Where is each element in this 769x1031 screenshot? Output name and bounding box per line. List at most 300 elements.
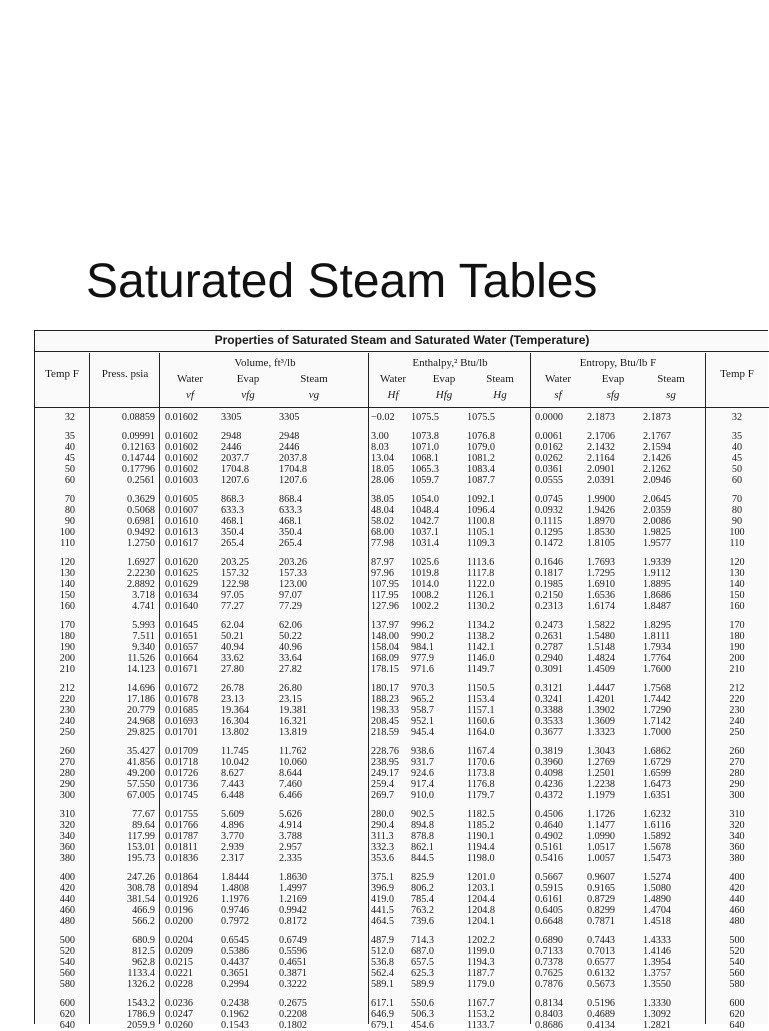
value-cell: 1.6174: [587, 601, 616, 612]
value-cell: 996.2: [411, 620, 434, 631]
value-cell: 506.3: [411, 1009, 434, 1020]
value-cell: 0.01610: [165, 516, 199, 527]
value-cell: 2.0901: [587, 464, 616, 475]
value-cell: 1.3330: [643, 998, 672, 1009]
value-cell: 1130.2: [467, 601, 495, 612]
value-cell: 1008.2: [411, 590, 440, 601]
temp-cell-right: 100: [729, 527, 745, 538]
value-cell: 178.15: [371, 664, 400, 675]
value-cell: 2.0359: [643, 505, 672, 516]
value-cell: 23.15: [279, 694, 302, 705]
value-cell: 1.5678: [643, 842, 672, 853]
value-cell: 2.0391: [587, 475, 616, 486]
value-cell: 1096.4: [467, 505, 496, 516]
value-cell: 40.94: [221, 642, 244, 653]
value-cell: 0.3819: [535, 746, 564, 757]
value-cell: 2.1262: [643, 464, 672, 475]
value-cell: 0.01678: [165, 694, 199, 705]
value-cell: 0.5915: [535, 883, 564, 894]
value-cell: 198.33: [371, 705, 400, 716]
value-cell: 8.627: [221, 768, 244, 779]
temp-cell: 230: [59, 705, 75, 716]
value-cell: 259.4: [371, 779, 394, 790]
value-cell: 464.5: [371, 916, 394, 927]
value-cell: 1157.1: [467, 705, 495, 716]
value-cell: 1031.4: [411, 538, 440, 549]
value-cell: 1.7295: [587, 568, 616, 579]
value-cell: 952.1: [411, 716, 434, 727]
press-cell: 29.825: [126, 727, 155, 738]
value-cell: 0.01602: [165, 442, 199, 453]
symbol-label: sf: [554, 389, 562, 401]
value-cell: 0.5673: [587, 979, 616, 990]
value-cell: 1042.7: [411, 516, 440, 527]
value-cell: 1.4704: [643, 905, 672, 916]
value-cell: 0.0932: [535, 505, 564, 516]
value-cell: 2.317: [221, 853, 244, 864]
value-cell: 148.00: [371, 631, 400, 642]
value-cell: 2.1767: [643, 431, 672, 442]
temp-cell-right: 520: [729, 946, 745, 957]
temp-cell: 150: [59, 590, 75, 601]
value-cell: 0.1962: [221, 1009, 250, 1020]
value-cell: 0.01603: [165, 475, 199, 486]
value-cell: 0.01701: [165, 727, 199, 738]
value-cell: 1073.8: [411, 431, 440, 442]
temp-cell: 310: [59, 809, 75, 820]
value-cell: 1.5148: [587, 642, 616, 653]
value-cell: 1.0990: [587, 831, 616, 842]
value-cell: 868.4: [279, 494, 302, 505]
temp-cell: 180: [59, 631, 75, 642]
value-cell: 1.7290: [643, 705, 672, 716]
temp-cell-right: 240: [729, 716, 745, 727]
press-cell: 2.8892: [126, 579, 155, 590]
value-cell: 825.9: [411, 872, 434, 883]
symbol-label: sfg: [606, 389, 620, 401]
value-cell: 617.1: [371, 998, 394, 1009]
value-cell: 1.9900: [587, 494, 616, 505]
value-cell: 50.21: [221, 631, 244, 642]
value-cell: 0.4651: [279, 957, 308, 968]
value-cell: 714.3: [411, 935, 434, 946]
value-cell: 1.2169: [279, 894, 308, 905]
value-cell: 0.6577: [587, 957, 616, 968]
press-cell: 308.78: [126, 883, 155, 894]
value-cell: 1.1979: [587, 790, 616, 801]
value-cell: 2.1873: [643, 412, 672, 423]
value-cell: 50.22: [279, 631, 302, 642]
value-cell: 1.3550: [643, 979, 672, 990]
value-cell: 228.76: [371, 746, 400, 757]
value-cell: 1179.7: [467, 790, 495, 801]
press-cell: 1543.2: [126, 998, 155, 1009]
value-cell: 1.1477: [587, 820, 616, 831]
value-cell: 2037.8: [279, 453, 308, 464]
value-cell: 0.9165: [587, 883, 616, 894]
value-cell: 1204.4: [467, 894, 496, 905]
value-cell: 117.95: [371, 590, 399, 601]
temp-cell: 170: [59, 620, 75, 631]
symbol-label: Hf: [387, 389, 399, 401]
value-cell: 1048.4: [411, 505, 440, 516]
temp-cell: 360: [59, 842, 75, 853]
value-cell: 1.3954: [643, 957, 672, 968]
temp-cell: 600: [59, 998, 75, 1009]
temp-cell-right: 50: [731, 464, 743, 475]
value-cell: 1.8686: [643, 590, 672, 601]
press-cell: 1.2750: [126, 538, 155, 549]
temp-cell: 300: [59, 790, 75, 801]
value-cell: 562.4: [371, 968, 394, 979]
value-cell: 1059.7: [411, 475, 440, 486]
temp-cell: 640: [59, 1020, 75, 1031]
value-cell: 0.01651: [165, 631, 199, 642]
press-cell: 14.696: [126, 683, 155, 694]
value-cell: 7.443: [221, 779, 244, 790]
symbol-label: Hfg: [435, 389, 453, 401]
value-cell: 5.609: [221, 809, 244, 820]
value-cell: 27.80: [221, 664, 244, 675]
press-cell: 35.427: [126, 746, 155, 757]
press-cell: 566.2: [132, 916, 155, 927]
value-cell: 1117.8: [467, 568, 495, 579]
value-cell: 1081.2: [467, 453, 496, 464]
value-cell: 3305: [221, 412, 242, 423]
value-cell: 1.2238: [587, 779, 616, 790]
value-cell: 0.7378: [535, 957, 564, 968]
subcolumn-header: Steam: [300, 373, 328, 385]
value-cell: 1.6116: [643, 820, 671, 831]
value-cell: 0.2675: [279, 998, 308, 1009]
value-cell: 625.3: [411, 968, 434, 979]
value-cell: 0.1543: [221, 1020, 250, 1031]
temp-cell-right: 320: [729, 820, 745, 831]
value-cell: 157.32: [221, 568, 250, 579]
value-cell: 249.17: [371, 768, 400, 779]
value-cell: 280.0: [371, 809, 394, 820]
value-cell: 0.2313: [535, 601, 564, 612]
press-cell: 0.9492: [126, 527, 155, 538]
value-cell: 924.6: [411, 768, 434, 779]
value-cell: 2446: [279, 442, 300, 453]
value-cell: 1037.1: [411, 527, 440, 538]
value-cell: 0.4506: [535, 809, 564, 820]
temp-cell: 35: [64, 431, 75, 442]
temp-cell-right: 230: [729, 705, 745, 716]
temp-cell-right: 460: [729, 905, 745, 916]
symbol-label: vg: [308, 389, 320, 401]
value-cell: 238.95: [371, 757, 400, 768]
value-cell: 1170.6: [467, 757, 495, 768]
press-cell: 195.73: [126, 853, 155, 864]
press-cell: 14.123: [126, 664, 155, 675]
value-cell: 0.6890: [535, 935, 564, 946]
value-cell: 931.7: [411, 757, 434, 768]
value-cell: 0.1802: [279, 1020, 308, 1031]
temp-cell-right: 45: [731, 453, 743, 464]
press-cell: 17.186: [126, 694, 155, 705]
press-cell: 0.5068: [126, 505, 155, 516]
value-cell: 23.13: [221, 694, 244, 705]
column-divider: [159, 353, 160, 1024]
temp-cell: 420: [59, 883, 75, 894]
temp-cell-right: 300: [729, 790, 745, 801]
temp-cell: 200: [59, 653, 75, 664]
value-cell: 0.01672: [165, 683, 199, 694]
value-cell: 419.0: [371, 894, 394, 905]
value-cell: 763.2: [411, 905, 434, 916]
value-cell: 188.23: [371, 694, 400, 705]
press-cell: 1326.2: [126, 979, 155, 990]
value-cell: 0.4134: [587, 1020, 616, 1031]
value-cell: 332.3: [371, 842, 394, 853]
value-cell: 0.8299: [587, 905, 616, 916]
value-cell: 2.1164: [587, 453, 615, 464]
value-cell: 0.01693: [165, 716, 199, 727]
value-cell: 990.2: [411, 631, 434, 642]
value-cell: 971.6: [411, 664, 434, 675]
value-cell: 1.4146: [643, 946, 672, 957]
value-cell: 1704.8: [279, 464, 308, 475]
temp-cell: 240: [59, 716, 75, 727]
value-cell: 0.2473: [535, 620, 564, 631]
value-cell: 2.957: [279, 842, 302, 853]
temp-cell-right: 340: [729, 831, 745, 842]
value-cell: 0.9942: [279, 905, 308, 916]
press-cell: 812.5: [132, 946, 155, 957]
value-cell: 1.7442: [643, 694, 672, 705]
value-cell: 203.25: [221, 557, 250, 568]
value-cell: 1199.0: [467, 946, 495, 957]
value-cell: 739.6: [411, 916, 434, 927]
value-cell: 18.05: [371, 464, 394, 475]
value-cell: 0.7972: [221, 916, 250, 927]
value-cell: 0.01811: [165, 842, 198, 853]
value-cell: 0.01602: [165, 412, 199, 423]
value-cell: 0.2631: [535, 631, 564, 642]
value-cell: 0.0361: [535, 464, 564, 475]
value-cell: 0.01640: [165, 601, 199, 612]
value-cell: 0.6132: [587, 968, 616, 979]
value-cell: 0.01709: [165, 746, 199, 757]
value-cell: 6.448: [221, 790, 244, 801]
value-cell: 1.4509: [587, 664, 616, 675]
press-cell: 962.8: [132, 957, 155, 968]
value-cell: 13.802: [221, 727, 250, 738]
value-cell: 0.7443: [587, 935, 616, 946]
value-cell: 806.2: [411, 883, 434, 894]
value-cell: 1054.0: [411, 494, 440, 505]
temp-cell: 45: [64, 453, 75, 464]
value-cell: 2446: [221, 442, 242, 453]
temp-cell: 260: [59, 746, 75, 757]
value-cell: 1092.1: [467, 494, 496, 505]
value-cell: 633.3: [279, 505, 302, 516]
temp-cell-right: 80: [731, 505, 743, 516]
value-cell: 0.0745: [535, 494, 564, 505]
temp-cell: 80: [64, 505, 75, 516]
value-cell: 1.8530: [587, 527, 616, 538]
value-cell: 1.4518: [643, 916, 672, 927]
value-cell: 1.6351: [643, 790, 672, 801]
value-cell: 1138.2: [467, 631, 495, 642]
value-cell: 0.2150: [535, 590, 564, 601]
value-cell: 0.4640: [535, 820, 564, 831]
press-cell: 3.718: [132, 590, 155, 601]
value-cell: 290.4: [371, 820, 394, 831]
temp-cell-right: 60: [731, 475, 743, 486]
value-cell: −0.02: [371, 412, 395, 423]
column-divider: [705, 353, 706, 1024]
value-cell: 97.07: [279, 590, 302, 601]
press-cell: 1786.9: [126, 1009, 155, 1020]
value-cell: 13.819: [279, 727, 308, 738]
press-cell: 466.9: [132, 905, 155, 916]
value-cell: 1.5080: [643, 883, 672, 894]
value-cell: 0.0061: [535, 431, 564, 442]
value-cell: 1.8970: [587, 516, 616, 527]
value-cell: 396.9: [371, 883, 394, 894]
value-cell: 1.5480: [587, 631, 616, 642]
temp-cell: 620: [59, 1009, 75, 1020]
value-cell: 62.06: [279, 620, 302, 631]
value-cell: 589.9: [411, 979, 434, 990]
temp-cell-right: 270: [729, 757, 745, 768]
value-cell: 1173.8: [467, 768, 495, 779]
value-cell: 77.98: [371, 538, 394, 549]
value-cell: 0.0555: [535, 475, 564, 486]
value-cell: 1.4808: [221, 883, 250, 894]
value-cell: 1164.0: [467, 727, 495, 738]
value-cell: 0.01602: [165, 464, 199, 475]
value-cell: 0.2787: [535, 642, 564, 653]
press-cell: 0.3629: [126, 494, 155, 505]
value-cell: 1207.6: [279, 475, 308, 486]
temp-cell-right: 220: [729, 694, 745, 705]
value-cell: 107.95: [371, 579, 400, 590]
temp-cell-right: 170: [729, 620, 745, 631]
value-cell: 0.3651: [221, 968, 250, 979]
symbol-label: Hg: [493, 389, 507, 401]
value-cell: 127.96: [371, 601, 400, 612]
value-cell: 0.01645: [165, 620, 199, 631]
value-cell: 1113.6: [467, 557, 495, 568]
value-cell: 0.0200: [165, 916, 194, 927]
value-cell: 218.59: [371, 727, 400, 738]
value-cell: 0.01607: [165, 505, 199, 516]
value-cell: 0.0262: [535, 453, 564, 464]
value-cell: 208.45: [371, 716, 400, 727]
value-cell: 633.3: [221, 505, 244, 516]
temp-cell: 90: [64, 516, 75, 527]
value-cell: 1.7934: [643, 642, 672, 653]
value-cell: 1.3092: [643, 1009, 672, 1020]
temp-cell-right: 600: [729, 998, 745, 1009]
subcolumn-header: Evap: [601, 373, 625, 385]
column-divider: [530, 353, 531, 1024]
value-cell: 0.01602: [165, 431, 199, 442]
value-cell: 8.644: [279, 768, 302, 779]
value-cell: 1.8444: [221, 872, 250, 883]
enthalpy-group-header: Enthalpy,² Btu/lb: [412, 357, 488, 369]
value-cell: 1.4447: [587, 683, 616, 694]
value-cell: 1.5892: [643, 831, 672, 842]
value-cell: 1071.0: [411, 442, 440, 453]
value-cell: 203.26: [279, 557, 308, 568]
temp-cell-right: 90: [731, 516, 743, 527]
value-cell: 468.1: [279, 516, 302, 527]
temp-cell: 110: [60, 538, 75, 549]
value-cell: 550.6: [411, 998, 434, 1009]
value-cell: 0.6648: [535, 916, 564, 927]
value-cell: 311.3: [371, 831, 394, 842]
temp-cell-right: 580: [729, 979, 745, 990]
value-cell: 1100.8: [467, 516, 495, 527]
value-cell: 19.381: [279, 705, 308, 716]
value-cell: 0.0000: [535, 412, 564, 423]
value-cell: 1076.8: [467, 431, 496, 442]
subcolumn-header: Steam: [486, 373, 514, 385]
press-cell: 5.993: [132, 620, 155, 631]
value-cell: 0.01864: [165, 872, 199, 883]
temp-cell: 540: [59, 957, 75, 968]
value-cell: 58.02: [371, 516, 394, 527]
value-cell: 123.00: [279, 579, 308, 590]
value-cell: 1.6729: [643, 757, 672, 768]
value-cell: 33.64: [279, 653, 302, 664]
value-cell: 27.82: [279, 664, 302, 675]
value-cell: 1122.0: [467, 579, 495, 590]
value-cell: 1075.5: [411, 412, 440, 423]
value-cell: 10.060: [279, 757, 308, 768]
value-cell: 1.3043: [587, 746, 616, 757]
value-cell: 1.3323: [587, 727, 616, 738]
value-cell: 945.4: [411, 727, 434, 738]
value-cell: 0.6545: [221, 935, 250, 946]
press-cell: 2.2230: [126, 568, 155, 579]
value-cell: 965.2: [411, 694, 434, 705]
press-cell: 89.64: [132, 820, 155, 831]
value-cell: 1.8105: [587, 538, 616, 549]
value-cell: 1.2501: [587, 768, 616, 779]
value-cell: 1194.4: [467, 842, 495, 853]
value-cell: 0.3241: [535, 694, 564, 705]
value-cell: 1.7000: [643, 727, 672, 738]
value-cell: 87.97: [371, 557, 394, 568]
value-cell: 1.7764: [643, 653, 672, 664]
temp-cell-right: 310: [729, 809, 745, 820]
temp-cell-right: 120: [729, 557, 745, 568]
value-cell: 157.33: [279, 568, 308, 579]
temp-cell-right: 360: [729, 842, 745, 853]
value-cell: 0.3121: [535, 683, 564, 694]
value-cell: 1194.3: [467, 957, 495, 968]
value-cell: 1.2769: [587, 757, 616, 768]
value-cell: 11.762: [279, 746, 307, 757]
table-rule: [35, 351, 769, 352]
value-cell: 0.0162: [535, 442, 564, 453]
press-cell: 0.2561: [126, 475, 155, 486]
value-cell: 657.5: [411, 957, 434, 968]
temp-cell-right: 160: [729, 601, 745, 612]
value-cell: 0.5161: [535, 842, 564, 853]
press-cell: 153.01: [126, 842, 155, 853]
temp-cell-right: 440: [729, 894, 745, 905]
value-cell: 7.460: [279, 779, 302, 790]
value-cell: 1.7693: [587, 557, 616, 568]
value-cell: 958.7: [411, 705, 434, 716]
